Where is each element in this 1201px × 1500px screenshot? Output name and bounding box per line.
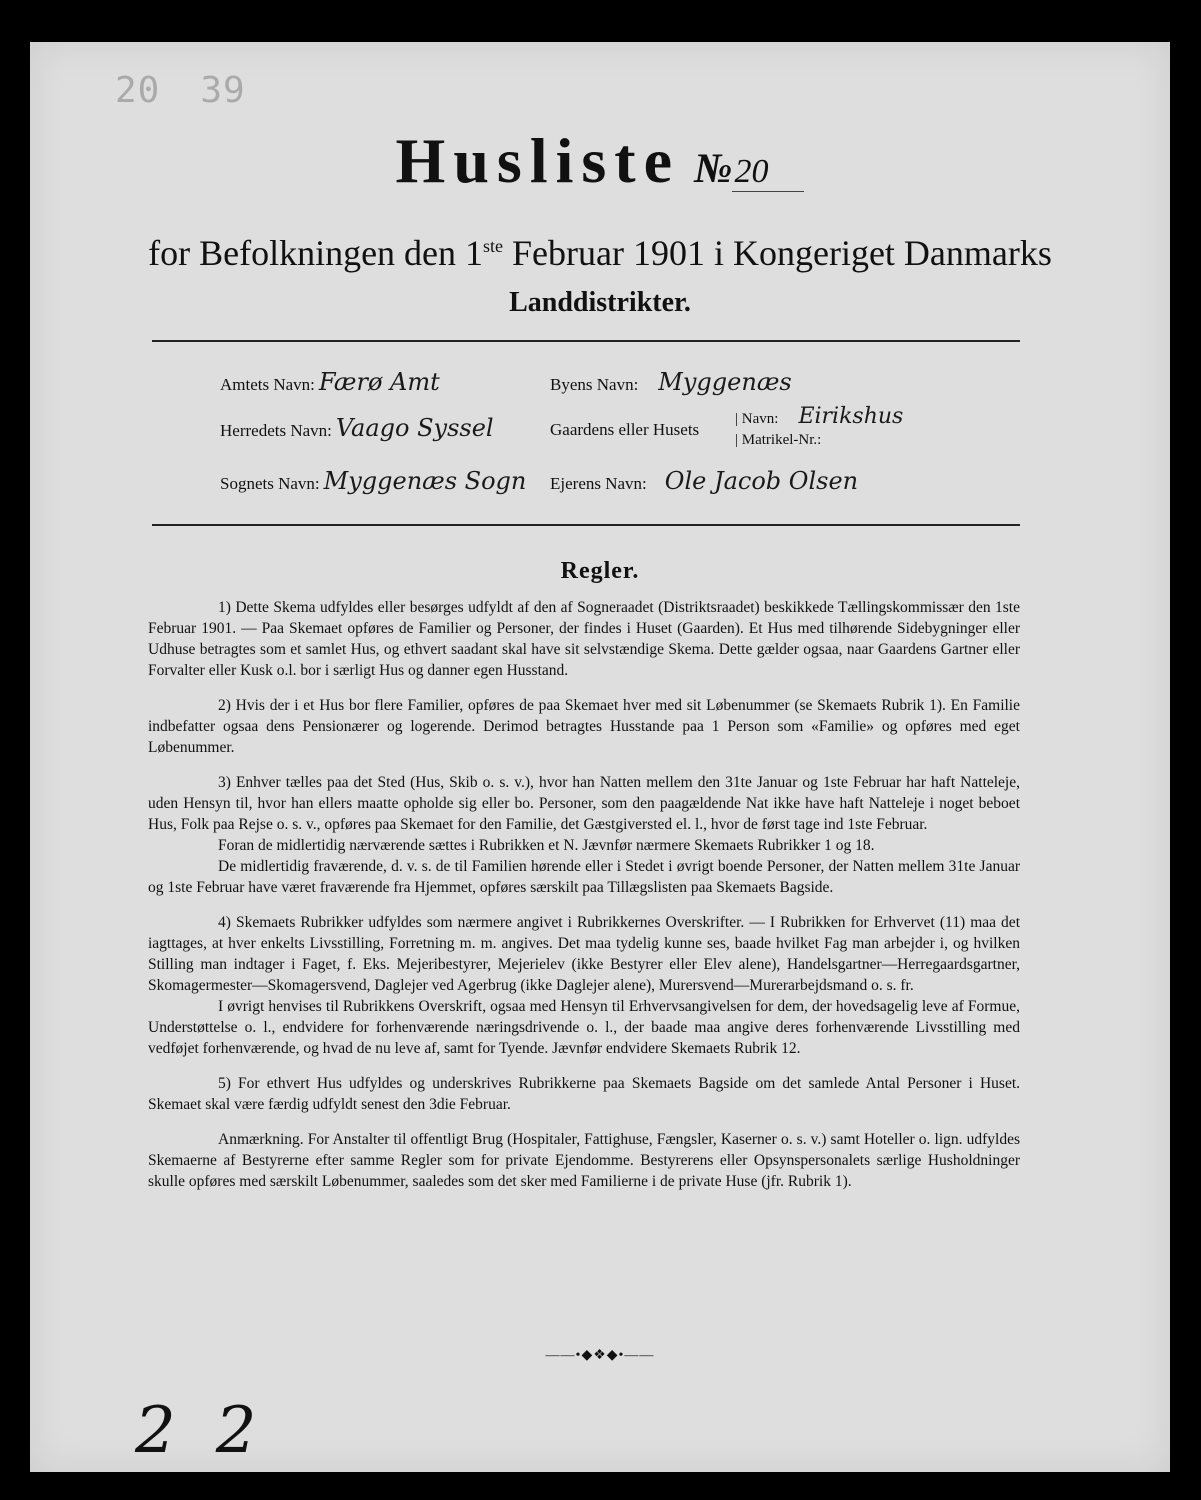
number-label: № (694, 146, 733, 192)
gaard-navn-row: | Navn: Eirikshus (735, 404, 904, 429)
ejerens-field (550, 467, 858, 495)
archive-stamp (115, 70, 286, 111)
header-rule-bottom (152, 524, 1020, 526)
byens-field (550, 368, 792, 396)
herredets-label: Herredets Navn: (220, 421, 332, 440)
rules-heading: Regler. (560, 558, 640, 584)
region-heading: Landdistrikter. (509, 287, 691, 318)
stamp-right-number: 39 (200, 70, 246, 111)
subtitle-text-before: for Befolkningen den 1 (148, 233, 484, 273)
rule-1: 1) Dette Skema udfyldes eller besørges udfyldt af den af Sogneraadet (Distriktsraadet) beskikkede Tællingskommissær den 1ste Februar 1901. — Paa Skemaet opføres de Familier og Personer, der findes i Huset (Gaarden). Et Hus med tilhørende Sidebygninger eller Udhuse betragtes som et samlet Hus, og ethvert saadant skal have sit selvstændige Skema. Dette gælder ogsaa, naar Gaardens Gartner eller Forvalter eller Kusk o.l. bor i særligt Hus og danner egen Husstand. (148, 599, 1020, 679)
ejerens-value: Ole Jacob Olsen (664, 467, 859, 495)
title-row (30, 124, 1170, 198)
gaard-field (550, 420, 699, 440)
sognets-value: Myggenæs Sogn (323, 467, 527, 495)
gaard-subfields (735, 406, 903, 451)
sognets-field (220, 467, 526, 495)
sognets-label: Sognets Navn: (220, 474, 320, 493)
form-title: Husliste (395, 125, 681, 196)
page-number: 22 (135, 1394, 297, 1468)
rule-3-note-a: Foran de midlertidig nærværende sættes i Rubrikken et N. Jævnfør nærmere Skemaets Rubrikker 1 og 18. (218, 837, 875, 854)
herredets-value: Vaago Syssel (335, 414, 494, 442)
rule-2: 2) Hvis der i et Hus bor flere Familier, opføres de paa Skemaet hver med sit Løbenummer (se Skemaets Rubrik 1). En Familie indbefatter ogsaa dens Pensionærer og logerende. Derimod betragtes Husstande paa 1 Person som «Familie» og opføres med eget Løbenummer. (148, 697, 1020, 756)
rule-4-note: I øvrigt henvises til Rubrikkens Overskrift, ogsaa med Hensyn til Erhvervsangivelsen for dem, der hovedsagelig leve af Formue, Understøttelse o. l., endvidere for forhenværende næringsdrivende o. l., der baade maa angive deres forhenværende Livsstilling med vedføjet forhenværende, og hvad de nu leve af, samt for Tyende. Jævnfør endvidere Skemaets Rubrik 12. (148, 998, 1020, 1057)
remark: Anmærkning. For Anstalter til offentligt Brug (Hospitaler, Fattighuse, Fængsler, Kaserner o. s. v.) samt Hoteller o. lign. udfyldes Skemaerne af Bestyrerne efter samme Regler som for private Ejendomme. Bestyrerens eller Opsynspersonalets særlige Husholdninger skulle opføres med særskilt Løbenummer, saaledes som det sker med Familierne i de private Huse (jfr. Rubrik 1). (148, 1131, 1020, 1190)
stamp-left-number: 20 (115, 70, 161, 111)
amtets-label: Amtets Navn: (220, 375, 315, 394)
gaard-navn-label: Navn: (741, 411, 779, 427)
ornament-divider: ——•◆❖◆•—— (545, 1348, 655, 1363)
byens-value: Myggenæs (658, 368, 792, 396)
form-subtitle (30, 232, 1170, 274)
ejerens-label: Ejerens Navn: (550, 474, 647, 493)
header-rule-top (152, 340, 1020, 342)
subtitle-superscript: ste (483, 236, 504, 256)
herredets-field (220, 414, 494, 442)
subtitle-text-after: Februar 1901 i Kongeriget Danmarks (503, 233, 1052, 273)
gaard-navn-value: Eirikshus (798, 404, 904, 429)
byens-label: Byens Navn: (550, 375, 639, 394)
amtets-field (220, 368, 440, 396)
rule-5: 5) For ethvert Hus udfyldes og underskrives Rubrikkerne paa Skemaets Bagside om det samlede Antal Personer i Huset. Skemaet skal være færdig udfyldt senest den 3die Februar. (148, 1075, 1020, 1113)
gaard-matrikel-row: | Matrikel-Nr.: (735, 432, 822, 448)
amtets-value: Færø Amt (318, 368, 440, 396)
rule-3-note-b: De midlertidig fraværende, d. v. s. de til Familien hørende eller i Stedet i øvrigt boende Personer, der Natten mellem 31te Januar og 1ste Februar have været fraværende fra Hjemmet, opføres særskilt paa Tillægslisten paa Skemaets Bagside. (148, 858, 1020, 896)
rules-text (148, 597, 1020, 1206)
census-form-page (30, 42, 1170, 1472)
form-number: 20 (732, 153, 804, 192)
rule-4: 4) Skemaets Rubrikker udfyldes som nærmere angivet i Rubrikkernes Overskrifter. — I Rubrikken for Erhvervet (11) maa det iagttages, at hver enkelts Livsstilling, Forretning m. m. angives. Det maa tydelig kunne ses, baade hvilket Fag man arbejder i, og hvilken Stilling man indtager i Faget, f. Eks. Mejeribestyrer, Mejerielev (ikke Bestyrer eller Elev alene), Handelsgartner—Herregaardsgartner, Skomagermester—Skomagersvend, Daglejer ved Agerbrug (ikke Daglejer alene), Murersvend—Murerarbejdsmand o. s. fr. (148, 914, 1020, 994)
rule-3: 3) Enhver tælles paa det Sted (Hus, Skib o. s. v.), hvor han Natten mellem den 31te Januar og 1ste Februar har haft Natteleje, uden Hensyn til, hvor han ellers maatte opholde sig eller bo. Personer, som den paagældende Nat ikke have haft Natteleje i noget beboet Hus, Folk paa Rejse o. s. v., opføres paa Skemaet for den Familie, det Gæstgiversted el. l., hvor de først tage ind 1ste Februar. (148, 774, 1020, 833)
gaard-matrikel-label: Matrikel-Nr.: (741, 432, 822, 448)
gaard-label: Gaardens eller Husets (550, 420, 700, 439)
